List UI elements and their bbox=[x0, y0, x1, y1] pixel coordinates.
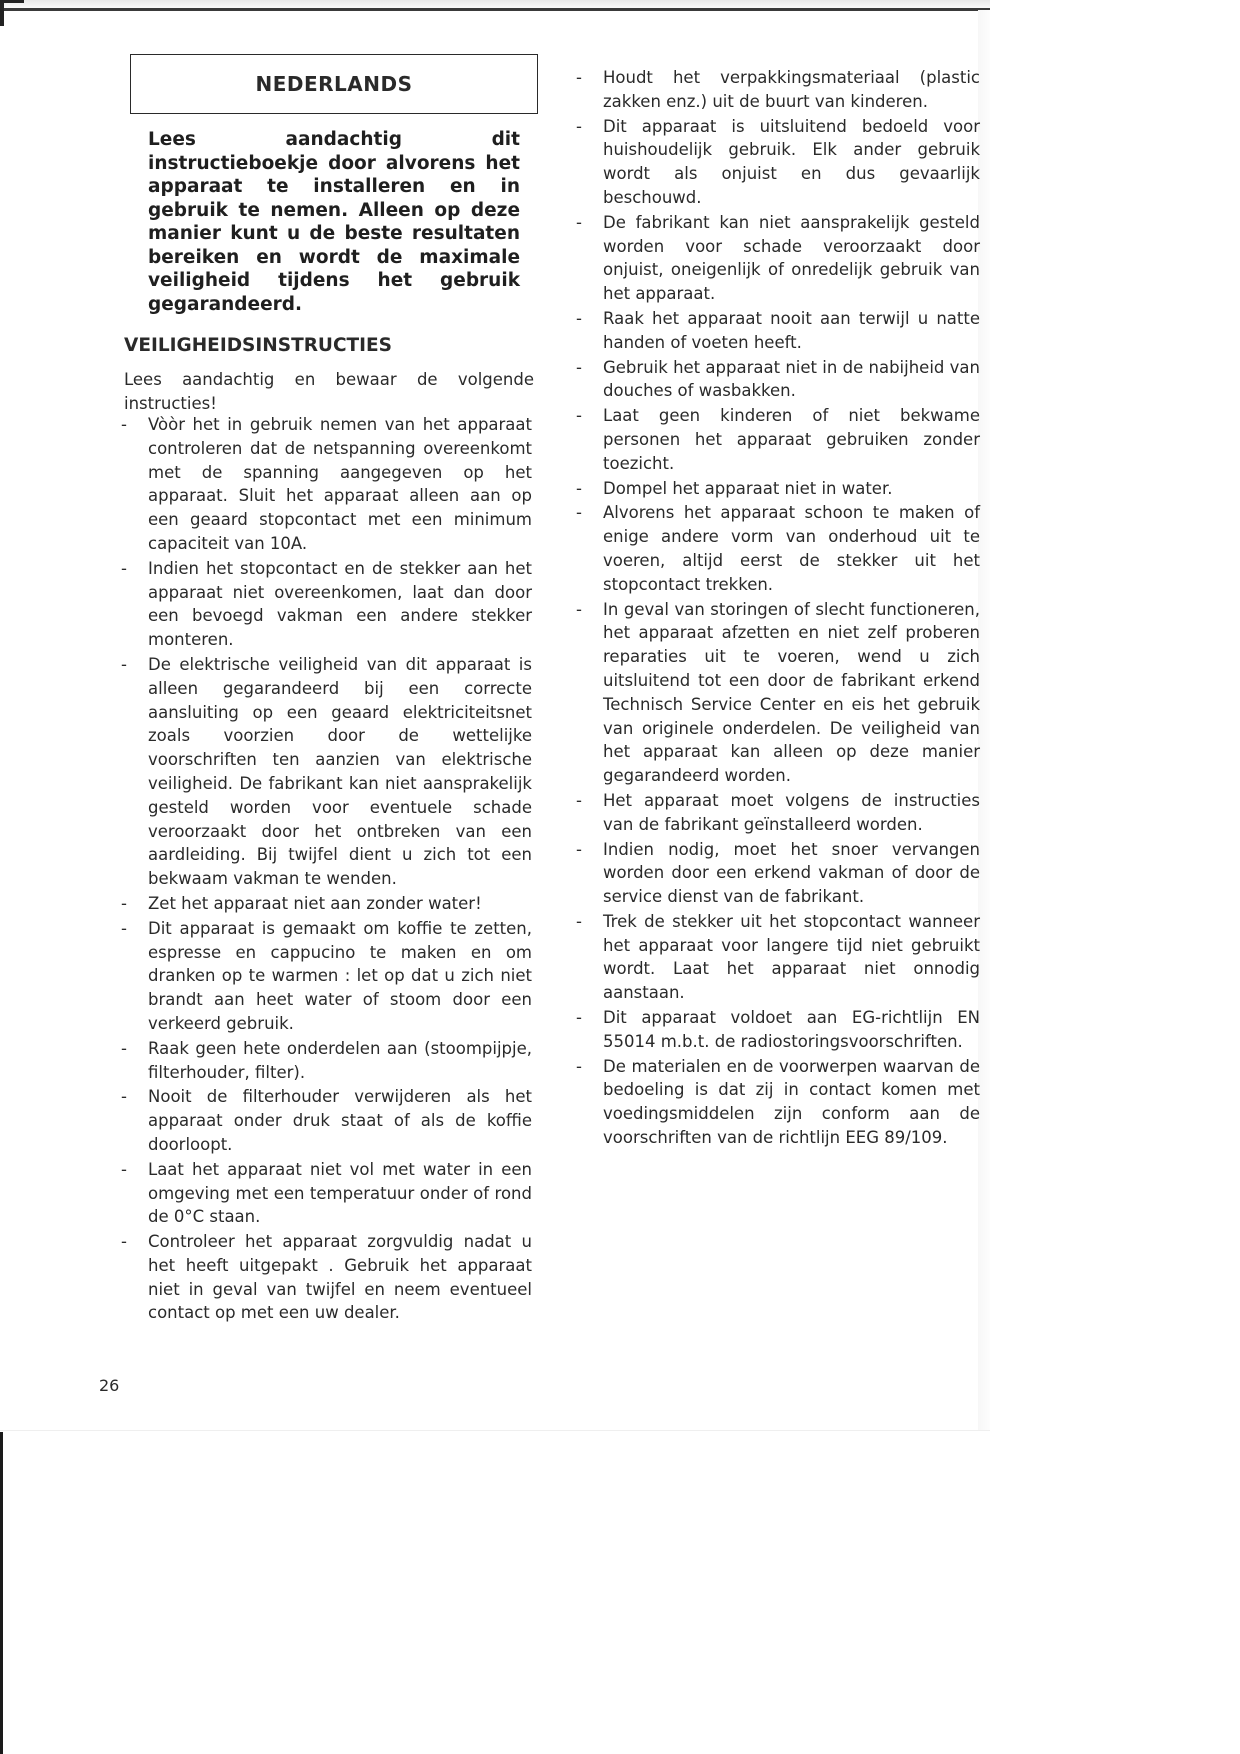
list-item: - Indien het stopcontact en de stekker aan het apparaat niet overeenkomen, laat dan door een bevoegd vakman een andere stekker monteren. bbox=[148, 557, 532, 652]
list-item: - De elektrische veiligheid van dit apparaat is alleen gegarandeerd bij een correcte aansluiting op een geaard elektriciteitsnet zoals voorzien door de wettelijke voorschriften ten aanzien van elektrische veiligheid. De fabrikant kan niet aansprakelijk gesteld worden voor eventuele schade veroorzaakt door het ontbreken van een aardleiding. Bij twijfel dient u zich tot een bekwaam vakman te wenden. bbox=[148, 653, 532, 891]
list-item: - Dit apparaat is gemaakt om koffie te zetten, espresse en cappucino te maken en om dranken op te warmen : let op dat u zich niet brandt aan heet water of stoom door een verkeerd gebruik. bbox=[148, 917, 532, 1036]
left-column-list bbox=[148, 413, 532, 1326]
list-item: - Het apparaat moet volgens de instructies van de fabrikant geïnstalleerd worden. bbox=[603, 789, 980, 837]
language-header-box bbox=[130, 54, 538, 114]
list-item: - Indien nodig, moet het snoer vervangen worden door een erkend vakman of door de service dienst van de fabrikant. bbox=[603, 838, 980, 909]
list-item: - Nooit de filterhouder verwijderen als het apparaat onder druk staat of als de koffie doorloopt. bbox=[148, 1085, 532, 1156]
language-title: NEDERLANDS bbox=[255, 72, 413, 96]
list-item: - Alvorens het apparaat schoon te maken of enige andere vorm van onderhoud uit te voeren, altijd eerst de stekker uit het stopcontact trekken. bbox=[603, 501, 980, 596]
scan-top-edge bbox=[0, 8, 990, 11]
intro-paragraph: Lees aandachtig dit instructieboekje door alvorens het apparaat te installeren en in gebruik te nemen. Alleen op deze manier kunt u de beste resultaten bereiken en wordt de maximale veiligheid tijdens het gebruik gegarandeerd. bbox=[148, 129, 520, 315]
section-lead: Lees aandachtig en bewaar de volgende instructies! bbox=[124, 370, 534, 413]
list-item: - Vòòr het in gebruik nemen van het apparaat controleren dat de netspanning overeenkomt met de spanning aangegeven op het apparaat. Sluit het apparaat alleen aan op een geaard stopcontact met een minimum capaciteit van 10A. bbox=[148, 413, 532, 556]
list-item: - Laat geen kinderen of niet bekwame personen het apparaat gebruiken zonder toezicht. bbox=[603, 404, 980, 475]
list-item: - Trek de stekker uit het stopcontact wanneer het apparaat voor langere tijd niet gebruikt wordt. Laat het apparaat niet onnodig aanstaan. bbox=[603, 910, 980, 1005]
page-bottom-edge bbox=[0, 1430, 990, 1431]
scan-corner-mark bbox=[0, 0, 4, 26]
scan-corner-mark-horizontal bbox=[0, 0, 24, 3]
right-column-list bbox=[603, 66, 980, 1151]
list-item: - Dit apparaat voldoet aan EG-richtlijn EN 55014 m.b.t. de radiostoringsvoorschriften. bbox=[603, 1006, 980, 1054]
list-item: - De materialen en de voorwerpen waarvan de bedoeling is dat zij in contact komen met voedingsmiddelen zijn conform aan de voorschriften van de richtlijn EEG 89/109. bbox=[603, 1055, 980, 1150]
list-item: - Zet het apparaat niet aan zonder water! bbox=[148, 892, 532, 916]
list-item: - Gebruik het apparaat niet in de nabijheid van douches of wasbakken. bbox=[603, 356, 980, 404]
page-number: 26 bbox=[99, 1376, 120, 1395]
list-item: - Laat het apparaat niet vol met water in een omgeving met een temperatuur onder of rond de 0°C staan. bbox=[148, 1158, 532, 1229]
scan-margin-right bbox=[990, 0, 1240, 1754]
list-item: - Raak geen hete onderdelen aan (stoompijpje, filterhouder, filter). bbox=[148, 1037, 532, 1085]
list-item: - Dompel het apparaat niet in water. bbox=[603, 477, 980, 501]
list-item: - De fabrikant kan niet aansprakelijk gesteld worden voor schade veroorzaakt door onjuist, oneigenlijk of onredelijk gebruik van het apparaat. bbox=[603, 211, 980, 306]
scan-left-edge bbox=[0, 1432, 3, 1754]
section-title: VEILIGHEIDSINSTRUCTIES bbox=[124, 335, 392, 356]
list-item: - Raak het apparaat nooit aan terwijl u natte handen of voeten heeft. bbox=[603, 307, 980, 355]
list-item: - Houdt het verpakkingsmateriaal (plastic zakken enz.) uit de buurt van kinderen. bbox=[603, 66, 980, 114]
list-item: - Dit apparaat is uitsluitend bedoeld voor huishoudelijk gebruik. Elk ander gebruik wordt als onjuist en dus gevaarlijk beschouwd. bbox=[603, 115, 980, 210]
list-item: - Controleer het apparaat zorgvuldig nadat u het heeft uitgepakt . Gebruik het apparaat niet in geval van twijfel en neem eventueel contact op met een uw dealer. bbox=[148, 1230, 532, 1325]
list-item: - In geval van storingen of slecht functioneren, het apparaat afzetten en niet zelf proberen reparaties uit te voeren, wend u zich uitsluitend tot een door de fabrikant erkend Technisch Service Center en eis het gebruik van originele onderdelen. De veiligheid van het apparaat kan alleen op deze manier gegarandeerd worden. bbox=[603, 598, 980, 788]
